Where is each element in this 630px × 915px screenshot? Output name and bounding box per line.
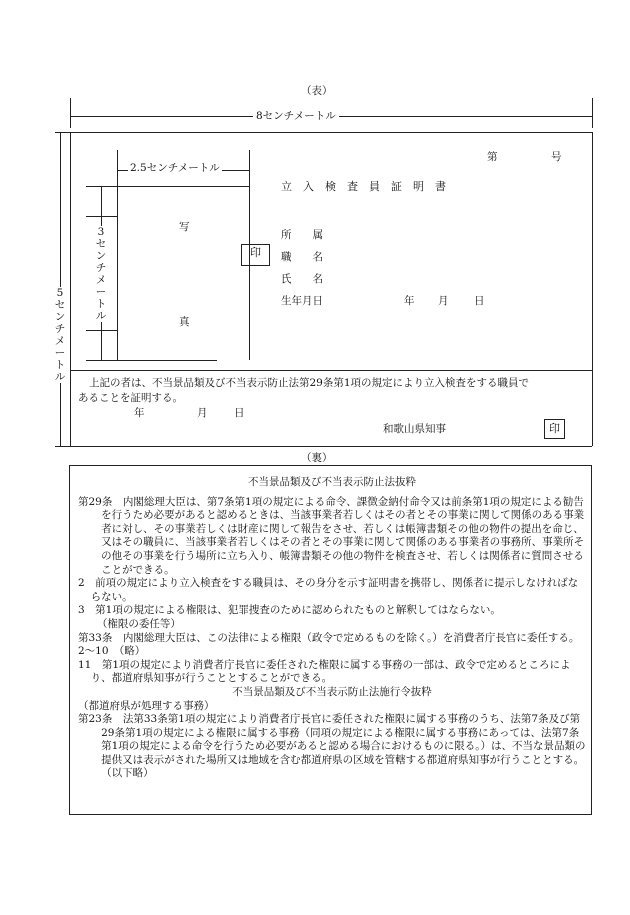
card-title: 立 入 検 査 員 証 明 書	[281, 180, 446, 193]
photo-height-label: 3センチメートル	[95, 226, 107, 322]
article-29-paragraph-3: 3 第1項の規定による権限は、犯罪捜査のために認められたものと解釈してはならない。	[78, 604, 501, 617]
seal-box: 印	[241, 244, 270, 266]
photo-height-tick-top	[86, 216, 117, 217]
number-go: 号	[551, 151, 562, 163]
card-left-border	[70, 132, 71, 446]
issuer-seal: 印	[544, 419, 565, 439]
certification-line-1: 上記の者は、不当景品類及び不当表示防止法第29条第1項の規定により立入検査をする職員で	[89, 377, 530, 389]
photo-bottom-border	[86, 360, 217, 361]
birth-day: 日	[474, 295, 485, 307]
omitted-paragraphs: 2～10 （略）	[78, 645, 146, 658]
height-label: 5センチメートル	[54, 287, 66, 383]
birth-year: 年	[404, 295, 415, 307]
ordinance-excerpt-heading: 不当景品類及び不当表示防止法施行令抜粋	[232, 685, 432, 698]
date-year: 年	[134, 407, 145, 419]
field-birthdate: 生年月日	[281, 295, 323, 307]
date-month: 月	[197, 407, 208, 419]
width-dimension-tick-left	[70, 98, 71, 128]
card-top-border	[55, 132, 592, 133]
field-name: 氏 名	[281, 273, 323, 285]
law-excerpt-heading: 不当景品類及び不当表示防止法抜粋	[248, 476, 416, 488]
photo-width-tick-left	[117, 150, 118, 186]
article-29: 第29条 内閣総理大臣は、第7条第1項の規定による命令、課徴金納付命令又は前条第1項の規定による勧告を行うため必要があると認めるときは、当該事業者若しくはその者とその事業に関して関係のある事業者に対し、その事業若しくは財産に関して報告をさせ、若しくは帳簿書類その他の物件の提出を命じ、又はその職員に、当該事業者若しくはその者とその事業に関して関係のある事業者の事務所、事業所その他その事業を行う場所に立ち入り、帳簿書類その他の物件を検査させ、若しくは関係者に質問させることができる。	[78, 495, 585, 576]
width-label: 8センチメートル	[253, 109, 339, 123]
article-29-paragraph-2: 2 前項の規定により立入検査をする職員は、その身分を示す証明書を携帯し、関係者に提示しなければならない。	[78, 577, 579, 603]
date-day: 日	[234, 407, 245, 419]
front-label: （表）	[301, 85, 333, 97]
article-23: 第23条 法第33条第1項の規定により消費者庁長官に委任された権限に属する事務のうち、法第7条及び第29条第1項の規定による権限に属する事務（同項の規定による権限に属する事務にあっては、法第7条第1項の規定による命令を行うため必要があると認める場合におけるものに限る。）は、不当な景品類の提供又は表示がされた場所又は地域を含む都道府県の区域を管轄する都道府県知事が行うこととする。（以下略）	[78, 713, 586, 780]
article-33-caption: （権限の委任等）	[96, 617, 181, 630]
back-label: （裏）	[301, 452, 333, 464]
article-33-paragraph-11: 11 第1項の規定により消費者庁長官に委任された権限に属する事務の一部は、政令で定めるところにより、都道府県知事が行うこととすることができる。	[78, 658, 571, 685]
card-divider	[70, 370, 592, 371]
back-content	[78, 476, 586, 781]
field-position: 職 名	[281, 251, 323, 263]
photo-label-bottom: 真	[179, 316, 190, 328]
photo-left-border	[117, 186, 118, 360]
article-23-caption: （都道府県が処理する事務）	[78, 699, 215, 712]
certification-line-2: あることを証明する。	[78, 392, 183, 404]
photo-height-tick-bottom	[86, 330, 117, 331]
photo-width-label: 2.5センチメートル	[130, 162, 220, 174]
birth-month: 月	[438, 295, 449, 307]
field-affiliation: 所 属	[281, 229, 323, 241]
photo-label-top: 写	[179, 221, 190, 233]
width-dimension-tick-right	[592, 98, 593, 128]
number-dai: 第	[487, 151, 498, 163]
card-bottom-border	[55, 446, 592, 447]
issuer: 和歌山県知事	[383, 423, 446, 435]
card-right-border	[592, 132, 593, 446]
article-33: 第33条 内閣総理大臣は、この法律による権限（政令で定めるものを除く。）を消費者庁長官に委任する。	[78, 631, 580, 644]
photo-top-border	[86, 186, 249, 187]
